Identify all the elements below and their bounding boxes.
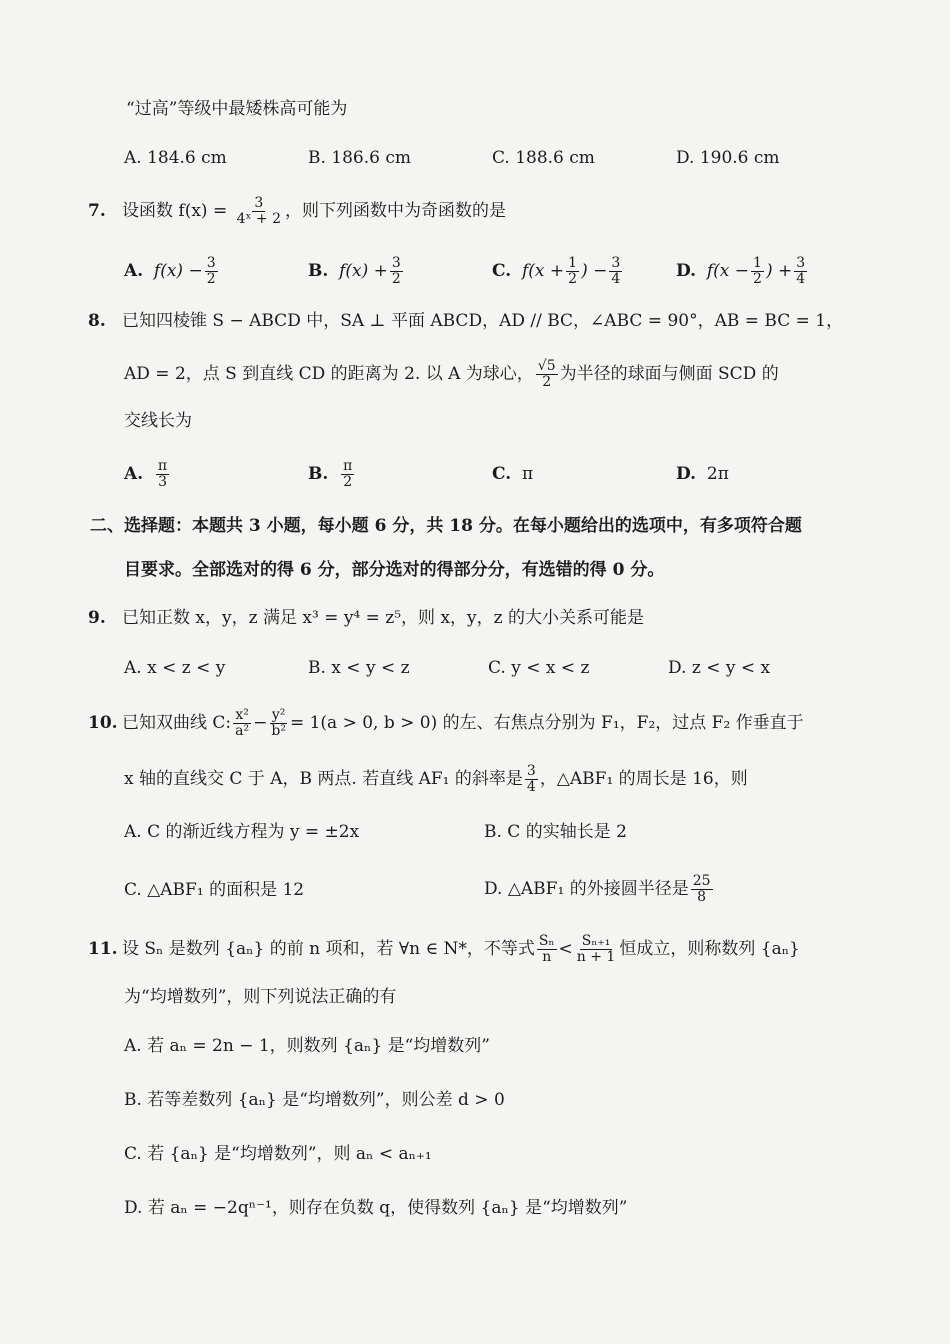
q10-option-d-text: D. △ABF₁ 的外接圆半径是 bbox=[484, 879, 689, 899]
q7-option-a-frac bbox=[205, 256, 218, 287]
q7-option-d-expr-1: f(x − bbox=[706, 261, 750, 281]
question-11 bbox=[88, 934, 800, 965]
q7-option-d-frac-1-den: 2 bbox=[753, 271, 762, 287]
q8-option-b-num: π bbox=[343, 458, 353, 474]
q6-option-a: A. 184.6 cm bbox=[124, 148, 227, 168]
q10-option-d-frac bbox=[691, 874, 713, 905]
q7-frac-num: 3 bbox=[254, 195, 264, 211]
question-8 bbox=[88, 309, 843, 333]
q6-option-b: B. 186.6 cm bbox=[308, 148, 412, 168]
question-10 bbox=[88, 708, 804, 739]
q11-option-a: A. 若 aₙ = 2n − 1，则数列 {aₙ} 是“均增数列” bbox=[124, 1036, 490, 1056]
q11-frac-right-num: Sₙ₊₁ bbox=[581, 933, 611, 949]
q11-frac-left-num: Sₙ bbox=[538, 933, 555, 949]
q7-option-d-label: D. bbox=[676, 261, 697, 281]
q7-option-b bbox=[308, 256, 405, 287]
q8-radius-frac bbox=[536, 359, 558, 390]
q9-option-d: D. z < y < x bbox=[668, 658, 771, 678]
q8-radius-den: 2 bbox=[542, 374, 552, 390]
q7-option-b-label: B. bbox=[308, 261, 329, 281]
q10-option-d-num: 25 bbox=[692, 873, 711, 889]
q10-option-d bbox=[484, 874, 715, 905]
q7-option-b-frac-num: 3 bbox=[391, 255, 401, 271]
question-7 bbox=[88, 196, 506, 227]
q7-option-a-label: A. bbox=[124, 261, 144, 281]
q8-option-a-label: A. bbox=[124, 464, 144, 484]
q8-number: 8. bbox=[88, 311, 106, 331]
q7-option-d-expr-2: ) + bbox=[765, 261, 793, 281]
q9-option-b: B. x < y < z bbox=[308, 658, 410, 678]
q7-option-a bbox=[124, 256, 220, 287]
q7-option-c-expr-2: ) − bbox=[581, 261, 608, 281]
section2-instructions-line1: 二、选择题：本题共 3 小题，每小题 6 分，共 18 分。在每小题给出的选项中，有多项符合题 bbox=[90, 516, 802, 536]
q10-slope-frac bbox=[525, 764, 538, 795]
q7-option-c bbox=[492, 256, 624, 287]
q8-line1: 已知四棱锥 S − ABCD 中，SA ⊥ 平面 ABCD，AD // BC，∠ABC = 90°，AB = BC = 1， bbox=[122, 311, 844, 331]
q11-option-d: D. 若 aₙ = −2qⁿ⁻¹，则存在负数 q，使得数列 {aₙ} 是“均增数列” bbox=[124, 1198, 628, 1218]
q10-number: 10. bbox=[88, 713, 118, 733]
q11-less-than: < bbox=[558, 939, 573, 959]
q10-minus: − bbox=[253, 713, 268, 733]
q7-option-c-label: C. bbox=[492, 261, 512, 281]
q7-stem-a: 设函数 f(x) = bbox=[122, 201, 228, 221]
q11-frac-left-den: n bbox=[542, 949, 552, 965]
q8-option-a-den: 3 bbox=[158, 474, 167, 490]
q8-option-a bbox=[124, 459, 171, 490]
q7-option-a-frac-den: 2 bbox=[206, 271, 216, 287]
q10-frac-x-den: a² bbox=[235, 723, 250, 739]
q6-stem: “过高”等级中最矮株高可能为 bbox=[126, 99, 348, 119]
q7-fraction bbox=[235, 196, 283, 227]
q8-line2 bbox=[124, 359, 779, 390]
q6-option-c: C. 188.6 cm bbox=[492, 148, 595, 168]
q8-option-b-den: 2 bbox=[343, 474, 353, 490]
q7-option-a-frac-num: 3 bbox=[206, 255, 216, 271]
q7-option-c-expr-1: f(x + bbox=[521, 261, 565, 281]
q7-option-c-frac-2 bbox=[609, 256, 622, 287]
q7-option-d-frac-2-den: 4 bbox=[796, 271, 806, 287]
q8-line2-a: AD = 2，点 S 到直线 CD 的距离为 2. 以 A 为球心， bbox=[124, 364, 534, 384]
q7-stem-b: ，则下列函数中为奇函数的是 bbox=[285, 201, 506, 221]
section2-instructions-line2: 目要求。全部选对的得 6 分，部分选对的得部分分，有选错的得 0 分。 bbox=[124, 560, 665, 580]
q11-option-b: B. 若等差数列 {aₙ} 是“均增数列”，则公差 d > 0 bbox=[124, 1090, 505, 1110]
q7-option-c-frac-1-den: 2 bbox=[568, 271, 578, 287]
q8-option-c-label: C. bbox=[492, 464, 512, 484]
q10-stem-a: 已知双曲线 C: bbox=[122, 713, 232, 733]
q9-option-c: C. y < x < z bbox=[488, 658, 590, 678]
q7-number: 7. bbox=[88, 201, 106, 221]
q10-slope-num: 3 bbox=[526, 763, 536, 779]
q9-number: 9. bbox=[88, 608, 106, 628]
q8-option-b-label: B. bbox=[308, 464, 329, 484]
question-9 bbox=[88, 606, 644, 630]
q8-option-b bbox=[308, 459, 356, 490]
q11-frac-right-den: n + 1 bbox=[576, 949, 616, 965]
q11-line2: 为“均增数列”，则下列说法正确的有 bbox=[124, 987, 397, 1007]
q9-stem: 已知正数 x，y，z 满足 x³ = y⁴ = z⁵，则 x，y，z 的大小关系可能是 bbox=[122, 608, 645, 628]
q8-option-d-label: D. bbox=[676, 464, 697, 484]
q8-option-a-num: π bbox=[157, 458, 168, 474]
q11-option-c: C. 若 {aₙ} 是“均增数列”，则 aₙ < aₙ₊₁ bbox=[124, 1144, 432, 1164]
q10-frac-y-den: b² bbox=[271, 723, 286, 739]
q10-frac-x-num: x² bbox=[235, 707, 249, 723]
q11-frac-right bbox=[575, 934, 618, 965]
q8-option-b-frac bbox=[341, 459, 354, 490]
q9-option-a: A. x < z < y bbox=[124, 658, 226, 678]
q8-option-d bbox=[676, 462, 729, 486]
q10-line2-b: ，△ABF₁ 的周长是 16，则 bbox=[539, 769, 748, 789]
q7-option-d bbox=[676, 256, 809, 287]
q7-option-b-frac bbox=[390, 256, 403, 287]
q10-frac-y-num: y² bbox=[271, 707, 286, 723]
q10-option-d-den: 8 bbox=[697, 889, 707, 905]
q11-stem-a: 设 Sₙ 是数列 {aₙ} 的前 n 项和，若 ∀n ∈ N*，不等式 bbox=[122, 939, 535, 959]
q8-line3: 交线长为 bbox=[124, 411, 192, 431]
q8-line2-b: 为半径的球面与侧面 SCD 的 bbox=[559, 364, 779, 384]
q7-option-c-frac-2-den: 4 bbox=[611, 271, 621, 287]
q8-radius-num: √5 bbox=[537, 358, 556, 374]
q10-option-a: A. C 的渐近线方程为 y = ±2x bbox=[124, 822, 360, 842]
q10-frac-x bbox=[233, 708, 251, 739]
q11-stem-b: 恒成立，则称数列 {aₙ} bbox=[619, 939, 800, 959]
q8-option-a-frac bbox=[156, 459, 169, 490]
q8-option-c bbox=[492, 462, 533, 486]
q7-option-c-frac-1-num: 1 bbox=[568, 255, 578, 271]
q10-option-c: C. △ABF₁ 的面积是 12 bbox=[124, 880, 305, 900]
q7-option-c-frac-2-num: 3 bbox=[611, 255, 621, 271]
q10-line2-a: x 轴的直线交 C 于 A，B 两点. 若直线 AF₁ 的斜率是 bbox=[124, 769, 523, 789]
q7-option-d-frac-1 bbox=[751, 256, 764, 287]
q11-frac-left bbox=[537, 934, 557, 965]
q11-number: 11. bbox=[88, 939, 118, 959]
q10-option-b: B. C 的实轴长是 2 bbox=[484, 822, 627, 842]
q10-slope-den: 4 bbox=[526, 779, 536, 795]
q7-frac-den: 4ˣ + 2 bbox=[236, 211, 281, 227]
q8-option-c-value: π bbox=[521, 464, 534, 484]
q7-option-d-frac-1-num: 1 bbox=[753, 255, 762, 271]
q7-option-d-frac-2 bbox=[794, 256, 807, 287]
q10-stem-b: = 1(a > 0, b > 0) 的左、右焦点分别为 F₁，F₂，过点 F₂ 作垂直于 bbox=[289, 713, 804, 733]
q10-line2 bbox=[124, 764, 748, 795]
q7-option-b-expr: f(x) + bbox=[339, 261, 388, 281]
q10-frac-y bbox=[269, 708, 288, 739]
q8-option-d-value: 2π bbox=[706, 464, 729, 484]
q7-option-a-expr: f(x) − bbox=[153, 261, 203, 281]
q7-option-c-frac-1 bbox=[566, 256, 579, 287]
q7-option-d-frac-2-num: 3 bbox=[796, 255, 806, 271]
q6-option-d: D. 190.6 cm bbox=[676, 148, 780, 168]
q7-option-b-frac-den: 2 bbox=[391, 271, 401, 287]
